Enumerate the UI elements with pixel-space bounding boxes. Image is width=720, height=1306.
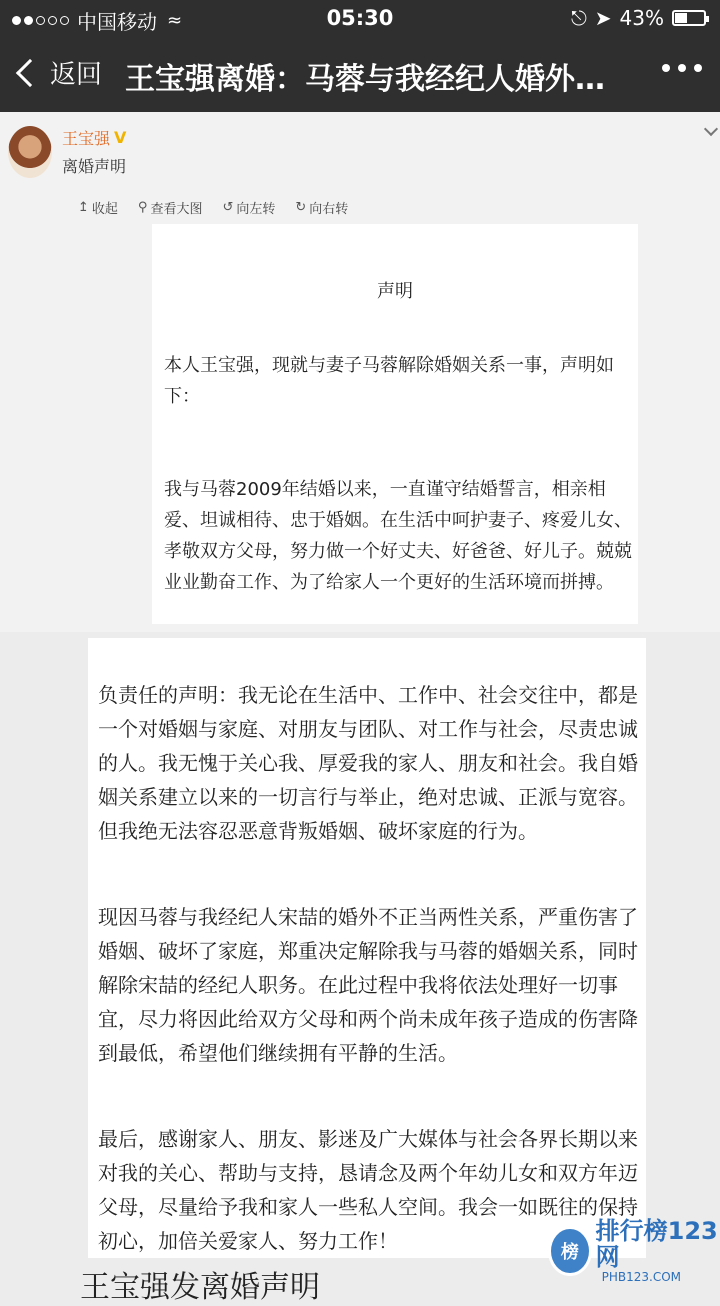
- author-name: 王宝强: [62, 129, 111, 148]
- statement-paragraph: 现因马蓉与我经纪人宋喆的婚外不正当两性关系，严重伤害了婚姻、破坏了家庭，郑重决定解除我与马蓉的婚姻关系，同时解除宋喆的经纪人职务。在此过程中我将依法处理好一切事宜，尽力将因此给双方父母和两个尚未成年孩子造成的伤害降到最低，希望他们继续拥有平静的生活。: [98, 905, 638, 1065]
- clock: 05:30: [326, 6, 394, 30]
- rotate-right-label: 向右转: [309, 202, 349, 217]
- status-right: [571, 6, 706, 30]
- wifi-icon: ≈: [167, 10, 183, 31]
- more-dot-icon: [694, 64, 702, 72]
- watermark-url: PHB123.COM: [601, 1270, 682, 1284]
- statement-title: 声明: [377, 281, 413, 302]
- battery-fill: [675, 13, 687, 23]
- author[interactable]: [62, 126, 126, 149]
- watermark-text: 排行榜123网: [595, 1217, 718, 1271]
- statement-paragraph: 本人王宝强，现就与妻子马蓉解除婚姻关系一事，声明如下：: [164, 355, 614, 407]
- verified-icon: V: [114, 128, 127, 147]
- chevron-down-icon[interactable]: [704, 122, 718, 136]
- back-button[interactable]: [20, 54, 102, 91]
- battery-percent: 43%: [619, 6, 664, 30]
- rotate-left-icon: ↺: [222, 200, 234, 215]
- magnifier-icon: ⚲: [137, 200, 148, 215]
- rotate-left-label: 向左转: [236, 202, 276, 217]
- chevron-left-icon: [16, 58, 44, 86]
- avatar[interactable]: [8, 126, 52, 178]
- post-text: 离婚声明: [62, 157, 127, 176]
- battery-icon: [672, 10, 706, 26]
- back-label: 返回: [50, 60, 103, 90]
- statement-image-page-2[interactable]: [88, 638, 646, 1258]
- rotate-right-button[interactable]: [295, 198, 348, 217]
- rotate-left-button[interactable]: [222, 198, 275, 217]
- arrow-up-icon: ↥: [78, 200, 89, 215]
- statement-image-page-2-area: [0, 632, 720, 1280]
- nav-bar: [0, 36, 720, 112]
- next-article-title[interactable]: 王宝强发离婚声明: [80, 1270, 320, 1305]
- statement-paragraph: 负责任的声明：我无论在生活中、工作中、社会交往中，都是一个对婚姻与家庭、对朋友与团队、对工作与社会，尽责忠诚的人。我无愧于关心我、厚爱我的家人、朋友和社会。我自婚姻关系建立以来的一切言行与举止，绝对忠诚、正派与宽容。但我绝无法容忍恶意背叛婚姻、破坏家庭的行为。: [98, 683, 638, 843]
- more-button[interactable]: [662, 64, 702, 72]
- page-title: 王宝强离婚：马蓉与我经纪人婚外…: [125, 62, 605, 97]
- statement-paragraph: 最后，感谢家人、朋友、影迷及广大媒体与社会各界长期以来对我的关心、帮助与支持，恳请念及两个年幼儿女和双方年迈父母，尽量给予我和家人一些私人空间。我会一如既往的保持初心，加倍关爱家人、努力工作！: [98, 1127, 638, 1253]
- watermark-logo: 榜: [548, 1226, 592, 1276]
- watermark: [548, 1218, 720, 1284]
- rotation-lock-icon: ⎋: [570, 6, 587, 30]
- collapse-button[interactable]: [78, 198, 118, 217]
- weibo-post: [0, 112, 720, 632]
- status-bar: [0, 0, 720, 36]
- statement-image-page-1[interactable]: [152, 224, 638, 624]
- carrier-name: 中国移动: [77, 10, 157, 34]
- more-dot-icon: [678, 64, 686, 72]
- rotate-right-icon: ↻: [295, 200, 307, 215]
- view-large-button[interactable]: [138, 198, 203, 217]
- view-large-label: 查看大图: [150, 202, 203, 217]
- more-dot-icon: [662, 64, 670, 72]
- statement-paragraph: 我与马蓉2009年结婚以来，一直谨守结婚誓言，相亲相爱、坦诚相待、忠于婚姻。在生活中呵护妻子、疼爱儿女、孝敬双方父母，努力做一个好丈夫、好爸爸、好儿子。兢兢业业勤奋工作、为了给家人一个更好的生活环境而拼搏。: [164, 479, 632, 593]
- image-toolbar: [78, 198, 348, 217]
- location-icon: ➤: [594, 6, 612, 30]
- collapse-label: 收起: [91, 202, 118, 217]
